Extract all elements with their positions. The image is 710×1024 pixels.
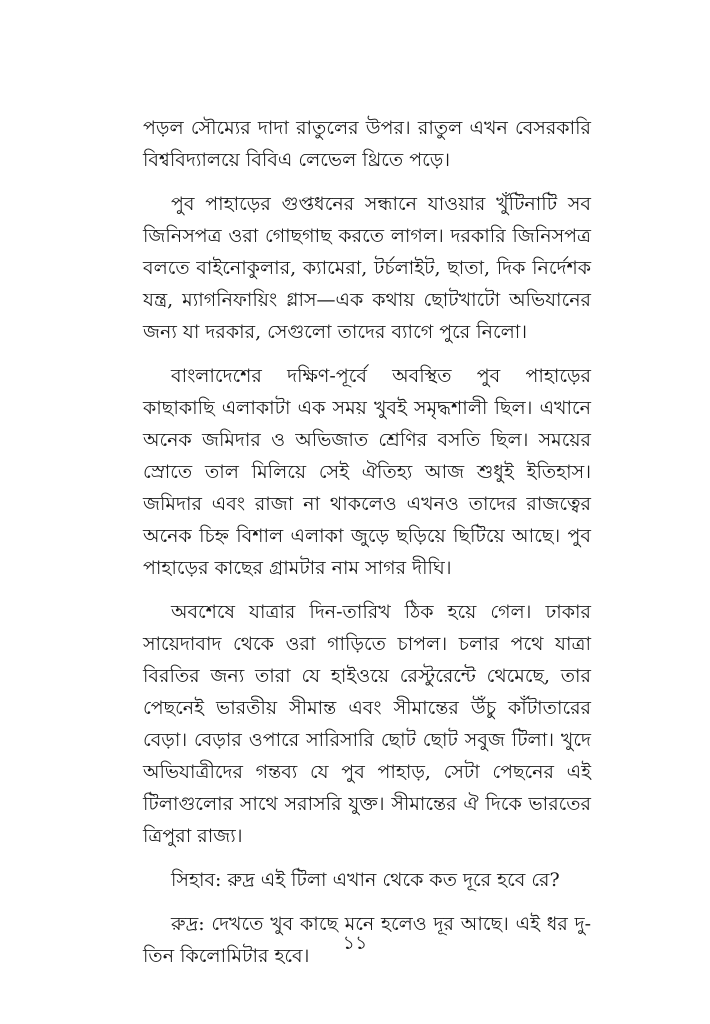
paragraph-region-history: বাংলাদেশের দক্ষিণ-পূর্বে অবস্থিত পুব পাহাড়ের কাছাকাছি এলাকাটা এক সময় খুবই সমৃদ্ধশালী ছিল। এখানে অনেক জমিদার ও অভিজাত শ্রেণির বসতি ছিল। সময়ের স্রোতে তাল মিলিয়ে সেই ঐতিহ্য আজ শুধুই ইতিহাস। জমিদার এবং রাজা না থাকলেও এখনও তাদের রাজত্বের অনেক চিহ্ন বিশাল এলাকা জুড়ে ছড়িয়ে ছিটিয়ে আছে। পুব পাহাড়ের কাছের গ্রামটার নাম সাগর দীঘি। xyxy=(143,365,591,579)
dialogue-rudra: রুদ্র: দেখতে খুব কাছে মনে হলেও দূর আছে। এই ধর দু-তিন কিলোমিটার হবে। xyxy=(143,913,591,967)
paragraph-continuation: পড়ল সৌম্যের দাদা রাতুলের উপর। রাতুল এখন বেসরকারি বিশ্ববিদ্যালয়ে বিবিএ লেভেল থ্রিতে পড়ে। xyxy=(143,117,591,171)
paragraph-packing: পুব পাহাড়ের গুপ্তধনের সন্ধানে যাওয়ার খুঁটিনাটি সব জিনিসপত্র ওরা গোছগাছ করতে লাগল। দরকারি জিনিসপত্র বলতে বাইনোকুলার, ক্যামেরা, টর্চলাইট, ছাতা, দিক নির্দেশক যন্ত্র, ম্যাগনিফায়িং গ্লাস—এক কথায় ছোটখাটো অভিযানের জন্য যা দরকার, সেগুলো তাদের ব্যাগে পুরে নিলো। xyxy=(143,193,591,343)
paragraph-journey: অবশেষে যাত্রার দিন-তারিখ ঠিক হয়ে গেল। ঢাকার সায়েদাবাদ থেকে ওরা গাড়িতে চাপল। চলার পথে যাত্রা বিরতির জন্য তারা যে হাইওয়ে রেস্টুরেন্টে থেমেছে, তার পেছনেই ভারতীয় সীমান্ত এবং সীমান্তের উঁচু কাঁটাতারের বেড়া। বেড়ার ওপারে সারিসারি ছোট ছোট সবুজ টিলা। খুদে অভিযাত্রীদের গন্তব্য যে পুব পাহাড়, সেটা পেছনের এই টিলাগুলোর সাথে সরাসরি যুক্ত। সীমান্তের ঐ দিকে ভারতের ত্রিপুরা রাজ্য। xyxy=(143,601,591,847)
dialogue-sihab: সিহাব: রুদ্র এই টিলা এখান থেকে কত দূরে হবে রে? xyxy=(171,869,560,891)
body-text xyxy=(143,112,591,984)
page-number: ১১ xyxy=(342,932,368,954)
